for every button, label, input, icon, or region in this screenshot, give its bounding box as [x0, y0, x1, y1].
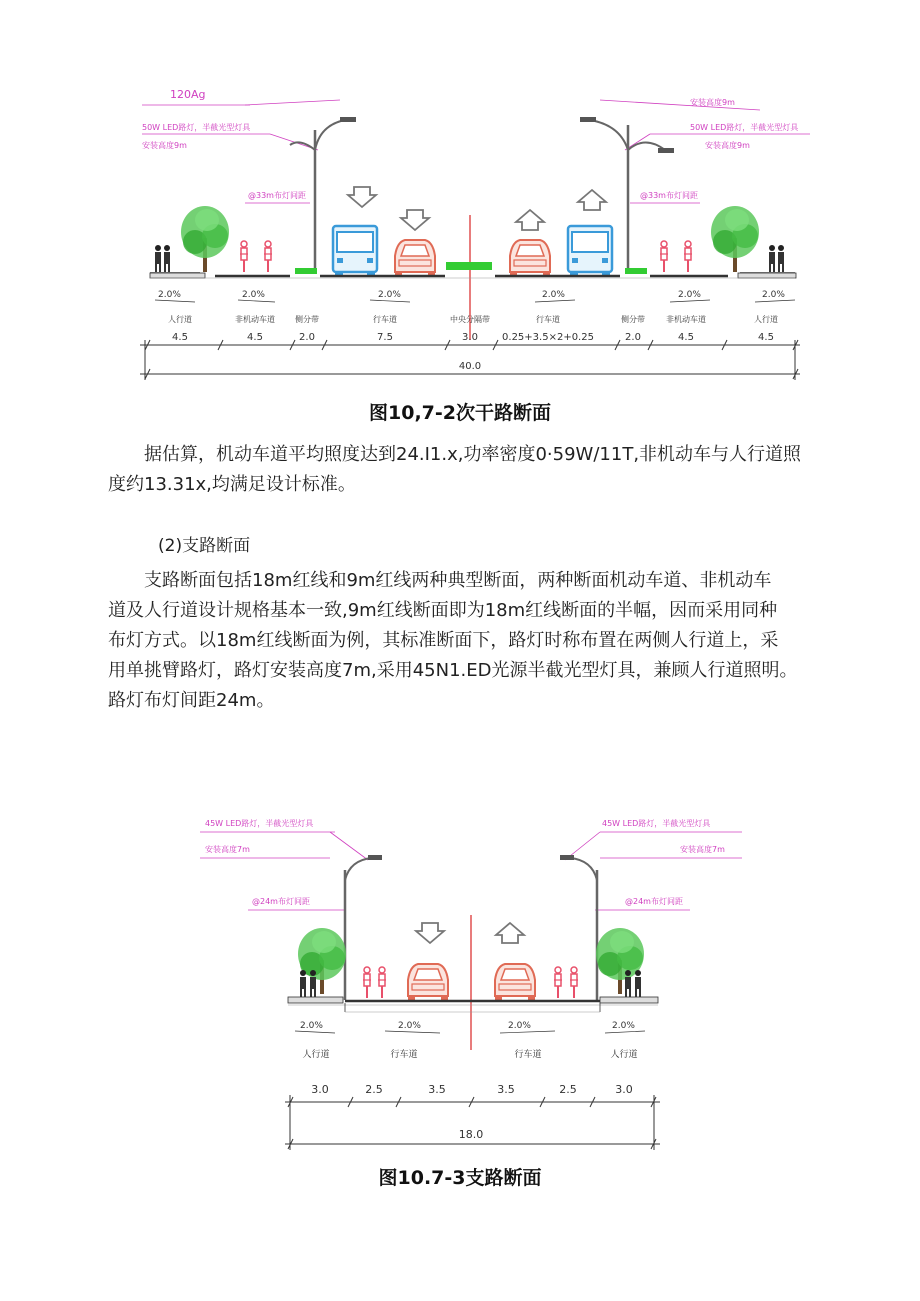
right-street-lamp	[560, 855, 597, 1000]
svg-text:2.0: 2.0	[299, 332, 315, 343]
right-lamp-spacing: @33m布灯间距	[640, 191, 698, 200]
svg-text:行车道: 行车道	[536, 315, 560, 324]
car-left	[408, 964, 448, 1000]
left-lamp-height: 安装高度7m	[205, 845, 250, 854]
svg-text:2.0%: 2.0%	[242, 290, 265, 300]
slope-labels	[155, 290, 795, 302]
cyclist-3	[660, 241, 668, 272]
svg-text:2.0%: 2.0%	[762, 290, 785, 300]
svg-text:2.0%: 2.0%	[678, 290, 701, 300]
svg-text:2.0%: 2.0%	[378, 290, 401, 300]
car-right	[495, 964, 535, 1000]
cyclist-1	[240, 241, 248, 272]
svg-text:2.0: 2.0	[625, 332, 641, 343]
pedestrian-left-2	[164, 245, 170, 272]
tree-right	[711, 206, 759, 272]
dimension-lines	[140, 340, 800, 380]
slope-labels	[295, 1021, 645, 1033]
lane-widths	[311, 1083, 633, 1096]
svg-text:非机动车道: 非机动车道	[666, 315, 706, 324]
cross-section-figure-branch-road	[0, 805, 920, 1155]
pedestrian-left	[300, 970, 306, 997]
direction-arrow-up-2	[578, 190, 606, 210]
paragraph-line: 支路断面包括18m红线和9m红线两种典型断面，两种断面机动车道、非机动车	[144, 570, 772, 591]
svg-text:侧分带: 侧分带	[295, 315, 319, 324]
paragraph-line: 道及人行道设计规格基本一致,9m红线断面即为18m红线断面的半幅，因而采用同种	[108, 600, 778, 621]
left-lamp-spacing: @24m布灯间距	[252, 897, 310, 906]
figure-caption-1: 图10,7-2次干路断面	[369, 402, 551, 424]
lane-widths	[172, 332, 774, 343]
paragraph-line: 用单挑臂路灯，路灯安装高度7m,采用45N1.ED光源半截光型灯具，兼顾人行道照明。	[108, 660, 798, 681]
paragraph-branch-road	[108, 566, 853, 716]
svg-text:非机动车道: 非机动车道	[235, 315, 275, 324]
svg-text:行车道: 行车道	[514, 1050, 542, 1060]
svg-text:2.5: 2.5	[365, 1083, 383, 1096]
bus-right	[568, 226, 612, 277]
right-lamp-spacing: @24m布灯间距	[625, 897, 683, 906]
total-width: 18.0	[458, 1128, 484, 1141]
right-lamp-height-top: 安装高度9m	[690, 98, 735, 107]
svg-text:4.5: 4.5	[758, 332, 774, 343]
left-lamp-spec: 45W LED路灯，半截光型灯具	[205, 819, 314, 828]
road-surface	[288, 997, 658, 1012]
road-surface	[150, 273, 796, 278]
svg-text:0.25+3.5×2+0.25: 0.25+3.5×2+0.25	[502, 332, 594, 343]
pedestrian-right	[769, 245, 775, 272]
left-lamp-spacing: @33m布灯间距	[248, 191, 306, 200]
bus-left	[333, 226, 377, 277]
svg-text:行车道: 行车道	[373, 315, 397, 324]
paragraph-line: 路灯布灯间距24m。	[108, 690, 275, 711]
svg-text:3.0: 3.0	[462, 332, 478, 343]
svg-text:2.0%: 2.0%	[398, 1021, 421, 1031]
svg-text:3.0: 3.0	[615, 1083, 633, 1096]
direction-arrow-up-1	[516, 210, 544, 230]
svg-text:2.0%: 2.0%	[612, 1021, 635, 1031]
paragraph-illuminance	[108, 440, 848, 500]
svg-text:3.0: 3.0	[311, 1083, 329, 1096]
cyclist-2	[264, 241, 272, 272]
right-lamp-height: 安装高度7m	[680, 845, 725, 854]
right-lamp-height: 安装高度9m	[705, 141, 750, 150]
pedestrian-right	[625, 970, 631, 997]
svg-text:人行道: 人行道	[168, 315, 192, 324]
car-right	[510, 240, 550, 276]
svg-text:中央分隔带: 中央分隔带	[450, 315, 490, 324]
svg-text:2.0%: 2.0%	[542, 290, 565, 300]
cyclist-4	[684, 241, 692, 272]
tree-left	[181, 206, 229, 272]
cyclist-4	[570, 967, 578, 998]
cyclist-2	[378, 967, 386, 998]
paragraph-line: 布灯方式。以18m红线断面为例，其标准断面下，路灯时称布置在两侧人行道上，采	[108, 630, 779, 651]
cyclist-1	[363, 967, 371, 998]
svg-text:3.5: 3.5	[428, 1083, 446, 1096]
figure-caption-2: 图10.7-3支路断面	[378, 1167, 542, 1189]
svg-text:7.5: 7.5	[377, 332, 393, 343]
svg-text:行车道: 行车道	[390, 1050, 418, 1060]
svg-text:4.5: 4.5	[678, 332, 694, 343]
lane-names	[168, 314, 778, 324]
right-lamp-spec: 50W LED路灯，半截光型灯具	[690, 123, 799, 132]
right-lamp-spec: 45W LED路灯，半截光型灯具	[602, 819, 711, 828]
svg-text:2.0%: 2.0%	[300, 1021, 323, 1031]
svg-text:2.5: 2.5	[559, 1083, 577, 1096]
svg-text:人行道: 人行道	[302, 1050, 330, 1060]
cross-section-figure-secondary-road	[0, 80, 920, 385]
direction-arrow-up	[496, 923, 524, 943]
direction-arrow-down-2	[401, 210, 429, 230]
direction-arrow-down	[416, 923, 444, 943]
pedestrian-right-2	[635, 970, 641, 997]
direction-arrow-down-1	[348, 187, 376, 207]
svg-text:人行道: 人行道	[610, 1050, 638, 1060]
pedestrian-left	[155, 245, 161, 272]
pedestrian-right-2	[778, 245, 784, 272]
cyclist-3	[554, 967, 562, 998]
lane-names	[302, 1048, 637, 1060]
svg-text:2.0%: 2.0%	[158, 290, 181, 300]
car-left	[395, 240, 435, 276]
annotation-code: 120Ag	[170, 88, 206, 101]
section-heading-branch-road: (2)支路断面	[158, 536, 251, 556]
left-lamp-height: 安装高度9m	[142, 141, 187, 150]
svg-text:人行道: 人行道	[754, 315, 778, 324]
svg-text:侧分带: 侧分带	[621, 315, 645, 324]
total-width: 40.0	[458, 361, 482, 372]
dimension-lines	[285, 1095, 660, 1150]
svg-text:2.0%: 2.0%	[508, 1021, 531, 1031]
svg-text:4.5: 4.5	[172, 332, 188, 343]
paragraph-line: 度约13.31x,均满足设计标准。	[108, 474, 356, 495]
left-lamp-spec: 50W LED路灯，半截光型灯具	[142, 123, 251, 132]
svg-text:3.5: 3.5	[497, 1083, 515, 1096]
paragraph-line: 据估算，机动车道平均照度达到24.I1.x,功率密度0·59W/11T,非机动车与人行道照	[144, 444, 802, 465]
svg-text:4.5: 4.5	[247, 332, 263, 343]
pedestrian-left-2	[310, 970, 316, 997]
